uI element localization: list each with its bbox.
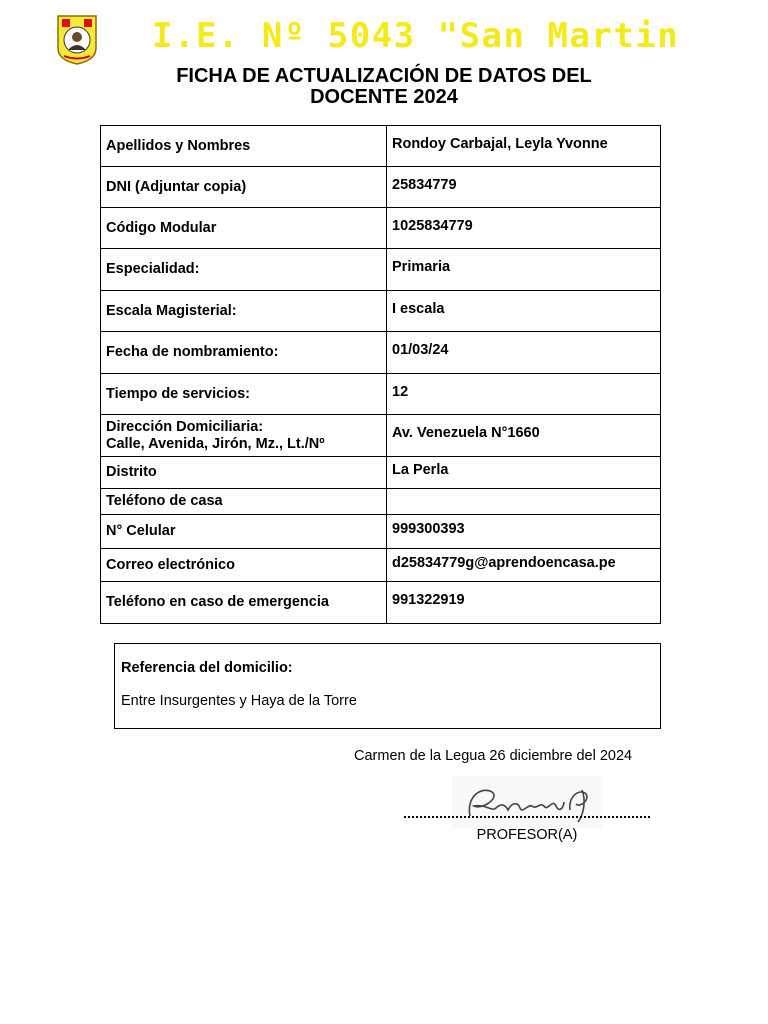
- form-title-line1: FICHA DE ACTUALIZACIÓN DE DATOS DEL: [176, 65, 592, 87]
- field-value: I escala: [387, 291, 661, 332]
- reference-value: Entre Insurgentes y Haya de la Torre: [121, 693, 357, 709]
- table-row: [101, 374, 661, 415]
- field-label-line1: Dirección Domiciliaria:: [106, 418, 264, 435]
- school-name: I.E. Nº 5043 "San Martin: [152, 16, 680, 56]
- field-label: DNI (Adjuntar copia): [101, 167, 387, 208]
- field-label: Apellidos y Nombres: [101, 126, 387, 167]
- field-value: 25834779: [387, 167, 661, 208]
- table-row: [101, 549, 661, 582]
- reference-box: [114, 643, 661, 729]
- table-row: [101, 126, 661, 167]
- field-label: N° Celular: [101, 515, 387, 549]
- field-label: Distrito: [101, 457, 387, 489]
- table-row: [101, 582, 661, 624]
- field-label: Código Modular: [101, 208, 387, 249]
- teacher-data-table: [100, 125, 661, 624]
- table-row: [101, 415, 661, 457]
- field-label-line2: Calle, Avenida, Jirón, Mz., Lt./Nº: [106, 435, 325, 452]
- table-row: [101, 457, 661, 489]
- signature-line: [404, 816, 650, 818]
- field-label: Tiempo de servicios:: [101, 374, 387, 415]
- table-row: [101, 489, 661, 515]
- table-row: [101, 332, 661, 374]
- table-row: [101, 249, 661, 291]
- signature-icon: [452, 776, 602, 828]
- field-value: 01/03/24: [387, 332, 661, 374]
- field-label: Fecha de nombramiento:: [101, 332, 387, 374]
- field-value: 991322919: [387, 582, 661, 624]
- field-label: Escala Magisterial:: [101, 291, 387, 332]
- field-value: d25834779g@aprendoencasa.pe: [387, 549, 661, 582]
- field-label: Teléfono en caso de emergencia: [101, 582, 387, 624]
- field-label: [101, 415, 387, 457]
- signature-role: PROFESOR(A): [476, 827, 578, 843]
- table-row: [101, 515, 661, 549]
- field-value: Rondoy Carbajal, Leyla Yvonne: [387, 126, 661, 167]
- field-label: Teléfono de casa: [101, 489, 387, 515]
- field-value: 1025834779: [387, 208, 661, 249]
- table-row: [101, 208, 661, 249]
- place-date: Carmen de la Legua 26 diciembre del 2024: [354, 748, 633, 764]
- field-value: [387, 489, 661, 515]
- field-label: Correo electrónico: [101, 549, 387, 582]
- field-value: 999300393: [387, 515, 661, 549]
- table-row: [101, 167, 661, 208]
- school-crest-icon: [56, 14, 98, 66]
- table-row: [101, 291, 661, 332]
- reference-label: Referencia del domicilio:: [121, 660, 293, 676]
- field-value: 12: [387, 374, 661, 415]
- form-title-line2: DOCENTE 2024: [310, 86, 458, 108]
- form-title: [100, 66, 668, 108]
- field-label: Especialidad:: [101, 249, 387, 291]
- field-value: Primaria: [387, 249, 661, 291]
- field-value: Av. Venezuela N°1660: [387, 415, 661, 457]
- field-value: La Perla: [387, 457, 661, 489]
